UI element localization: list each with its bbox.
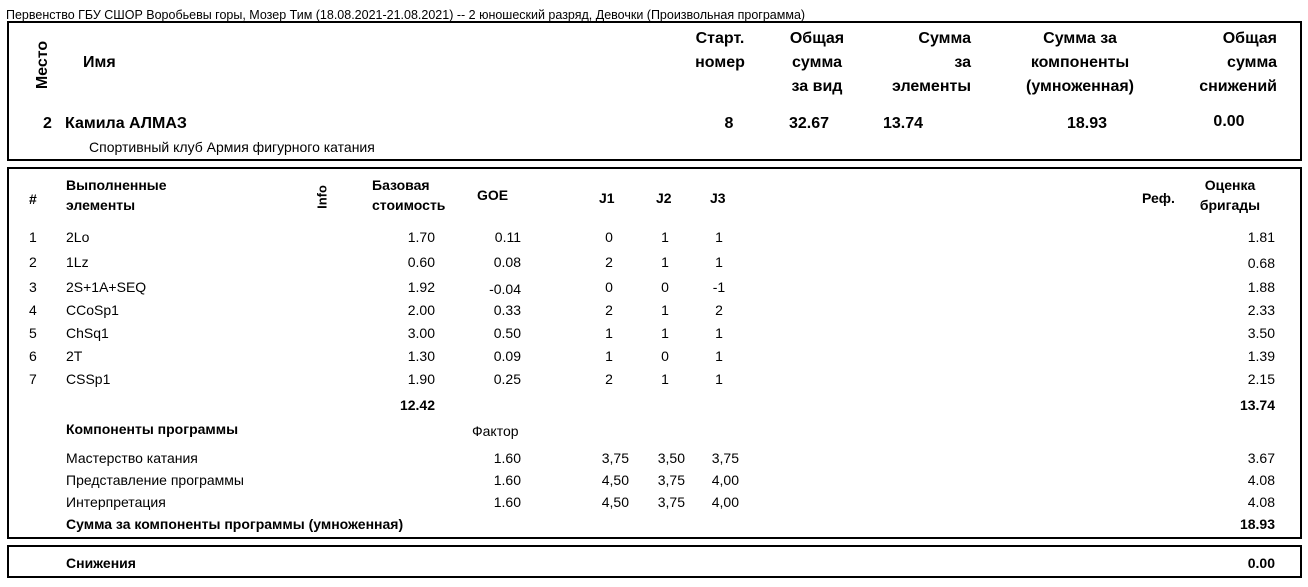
info-header: Info bbox=[314, 185, 330, 209]
element-base: 3.00 bbox=[407, 325, 435, 341]
deductions-sum-header: Общая сумма снижений bbox=[1199, 30, 1277, 95]
element-num: 5 bbox=[29, 325, 37, 341]
element-num: 1 bbox=[29, 229, 37, 245]
element-base: 1.70 bbox=[407, 229, 435, 245]
element-score: 3.50 bbox=[1247, 325, 1275, 341]
component-j3: 3,75 bbox=[711, 450, 739, 466]
component-j2: 3,75 bbox=[657, 494, 685, 510]
skater-elements: 13.74 bbox=[882, 115, 924, 132]
skater-start-num: 8 bbox=[724, 115, 734, 132]
element-score: 1.81 bbox=[1247, 229, 1275, 245]
component-name: Интерпретация bbox=[66, 494, 166, 510]
element-j1: 2 bbox=[605, 371, 613, 387]
element-name: ChSq1 bbox=[66, 325, 109, 341]
page-title: Первенство ГБУ СШОР Воробьевы горы, Мозер Тим (18.08.2021-21.08.2021) -- 2 юношеский разряд, Девочки (Произвольная программа) bbox=[6, 8, 806, 22]
place-header: Место bbox=[34, 40, 51, 90]
element-j1: 0 bbox=[605, 229, 613, 245]
element-name: CSSp1 bbox=[66, 371, 111, 387]
element-num: 3 bbox=[29, 279, 37, 295]
element-goe: 0.09 bbox=[493, 348, 521, 364]
element-goe: 0.50 bbox=[493, 325, 521, 341]
skater-name: Камила АЛМАЗ bbox=[65, 115, 187, 132]
summary-box bbox=[7, 21, 1302, 161]
element-score: 0.68 bbox=[1247, 255, 1275, 271]
element-num: 6 bbox=[29, 348, 37, 364]
elements-sum-header: Сумма за элементы bbox=[892, 30, 971, 95]
element-j2: 1 bbox=[661, 229, 669, 245]
element-num: 4 bbox=[29, 302, 37, 318]
element-goe: -0.04 bbox=[489, 281, 521, 297]
total-header: Общая сумма за вид bbox=[789, 30, 845, 95]
element-j3: 1 bbox=[715, 254, 723, 270]
element-name: 2T bbox=[66, 348, 83, 364]
element-score: 1.88 bbox=[1247, 279, 1275, 295]
component-j1: 4,50 bbox=[601, 472, 629, 488]
element-j1: 0 bbox=[605, 279, 613, 295]
j3-header: J3 bbox=[710, 190, 726, 206]
component-j1: 3,75 bbox=[601, 450, 629, 466]
component-j1: 4,50 bbox=[601, 494, 629, 510]
component-factor: 1.60 bbox=[493, 494, 521, 510]
component-j3: 4,00 bbox=[711, 472, 739, 488]
element-num: 2 bbox=[29, 254, 37, 270]
element-j3: 1 bbox=[715, 371, 723, 387]
skater-total: 32.67 bbox=[788, 115, 830, 132]
deductions-box bbox=[7, 545, 1302, 578]
element-j2: 0 bbox=[661, 279, 669, 295]
elements-header: Выполненные элементы bbox=[66, 177, 167, 213]
component-score: 3.67 bbox=[1247, 450, 1275, 466]
element-j3: 2 bbox=[715, 302, 723, 318]
element-name: 1Lz bbox=[66, 254, 89, 270]
element-name: CCoSp1 bbox=[66, 302, 119, 318]
score-header: Оценка бригады bbox=[1199, 177, 1261, 213]
element-j2: 1 bbox=[661, 371, 669, 387]
element-name: 2S+1A+SEQ bbox=[66, 279, 147, 295]
component-score: 4.08 bbox=[1247, 494, 1275, 510]
component-j3: 4,00 bbox=[711, 494, 739, 510]
element-base: 1.30 bbox=[407, 348, 435, 364]
goe-header: GOE bbox=[477, 187, 509, 203]
skater-components: 18.93 bbox=[1066, 115, 1108, 132]
component-j2: 3,50 bbox=[657, 450, 685, 466]
component-factor: 1.60 bbox=[493, 450, 521, 466]
element-j2: 1 bbox=[661, 325, 669, 341]
component-factor: 1.60 bbox=[493, 472, 521, 488]
deductions-label: Снижения bbox=[66, 555, 136, 571]
details-box bbox=[7, 167, 1302, 539]
component-j2: 3,75 bbox=[657, 472, 685, 488]
element-j1: 2 bbox=[605, 302, 613, 318]
j2-header: J2 bbox=[656, 190, 672, 206]
components-header: Компоненты программы bbox=[66, 421, 239, 437]
element-score: 2.33 bbox=[1247, 302, 1275, 318]
skater-place: 2 bbox=[43, 115, 52, 132]
component-name: Представление программы bbox=[66, 472, 244, 488]
ref-header: Реф. bbox=[1142, 190, 1175, 206]
element-j2: 1 bbox=[661, 254, 669, 270]
component-score: 4.08 bbox=[1247, 472, 1275, 488]
element-name: 2Lo bbox=[66, 229, 90, 245]
element-goe: 0.33 bbox=[493, 302, 521, 318]
element-j1: 1 bbox=[605, 348, 613, 364]
name-header: Имя bbox=[83, 54, 116, 71]
start-num-header: Старт. номер bbox=[695, 30, 745, 71]
element-num: 7 bbox=[29, 371, 37, 387]
skater-deductions: 0.00 bbox=[1213, 113, 1245, 130]
element-j2: 1 bbox=[661, 302, 669, 318]
factor-header: Фактор bbox=[472, 423, 519, 439]
element-base: 1.92 bbox=[407, 279, 435, 295]
element-score: 1.39 bbox=[1247, 348, 1275, 364]
total-score: 13.74 bbox=[1239, 397, 1275, 413]
element-score: 2.15 bbox=[1247, 371, 1275, 387]
components-total-label: Сумма за компоненты программы (умноженная) bbox=[66, 516, 404, 532]
element-j1: 1 bbox=[605, 325, 613, 341]
deductions-value: 0.00 bbox=[1247, 555, 1275, 571]
components-total-value: 18.93 bbox=[1239, 516, 1275, 532]
element-j1: 2 bbox=[605, 254, 613, 270]
skater-club: Спортивный клуб Армия фигурного катания bbox=[89, 139, 375, 155]
base-header: Базовая стоимость bbox=[372, 177, 446, 213]
element-j3: 1 bbox=[715, 325, 723, 341]
components-sum-header: Сумма за компоненты (умноженная) bbox=[1026, 30, 1134, 95]
total-base: 12.42 bbox=[399, 397, 435, 413]
element-j3: 1 bbox=[715, 229, 723, 245]
element-goe: 0.11 bbox=[494, 229, 521, 245]
element-goe: 0.25 bbox=[493, 371, 521, 387]
element-base: 2.00 bbox=[407, 302, 435, 318]
component-name: Мастерство катания bbox=[66, 450, 198, 466]
num-header: # bbox=[29, 191, 37, 207]
element-j2: 0 bbox=[661, 348, 669, 364]
element-base: 1.90 bbox=[407, 371, 435, 387]
element-goe: 0.08 bbox=[493, 254, 521, 270]
element-base: 0.60 bbox=[407, 254, 435, 270]
element-j3: 1 bbox=[715, 348, 723, 364]
element-j3: -1 bbox=[712, 279, 726, 295]
j1-header: J1 bbox=[599, 190, 615, 206]
